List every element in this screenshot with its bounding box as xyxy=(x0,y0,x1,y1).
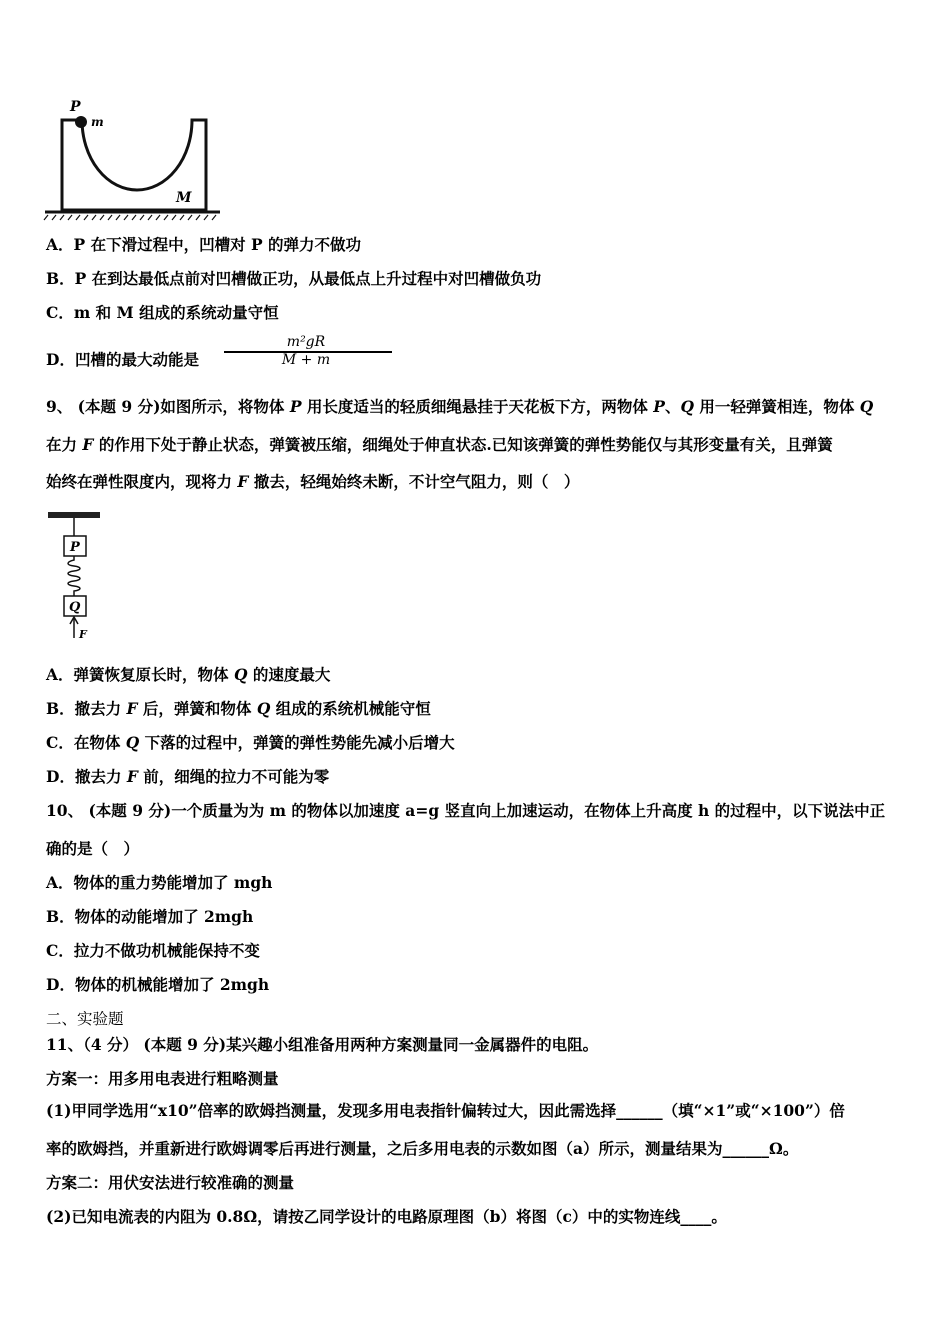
q8-option-d: D．凹槽的最大动能是 xyxy=(46,350,199,369)
trough-label-M: M xyxy=(176,190,192,206)
q11-scheme1: 方案一：用多用电表进行粗略测量 xyxy=(46,1069,279,1088)
q11-part1-line2: 率的欧姆挡，并重新进行欧姆调零后再进行测量，之后多用电表的示数如图（a）所示，测量结果为______Ω。 xyxy=(46,1139,799,1158)
trough-figure xyxy=(40,92,225,224)
section-heading: 二、实验题 xyxy=(46,1010,124,1028)
q9-stem-line3: 始终在弹性限度内，现将力 F 撤去，轻绳始终未断，不计空气阻力，则（ ） xyxy=(46,472,580,491)
q10-option-c: C．拉力不做功机械能保持不变 xyxy=(46,941,260,960)
q9-option-c: C．在物体 Q 下落的过程中，弹簧的弹性势能先减小后增大 xyxy=(46,733,455,752)
trough-label-p: P xyxy=(70,99,81,115)
spring-figure xyxy=(46,508,106,644)
q10-option-b: B．物体的动能增加了 2mgh xyxy=(46,907,254,926)
q10-stem-line1: 10、 (本题 9 分)一个质量为为 m 的物体以加速度 a=g 竖直向上加速运动，在物体上升高度 h 的过程中，以下说法中正 xyxy=(46,801,886,820)
q11-stem: 11、（4 分） (本题 9 分)某兴趣小组准备用两种方案测量同一金属器件的电阻。 xyxy=(46,1035,599,1054)
q9-stem-line2: 在力 F 的作用下处于静止状态，弹簧被压缩，细绳处于伸直状态.已知该弹簧的弹性势能仅与其形变量有关，且弹簧 xyxy=(46,435,833,454)
trough-label-m: m xyxy=(91,115,104,129)
q9-stem-line1: 9、 (本题 9 分)如图所示，将物体 P 用长度适当的轻质细绳悬挂于天花板下方，两物体 P、Q 用一轻弹簧相连，物体 Q xyxy=(46,397,874,416)
q10-option-a: A．物体的重力势能增加了 mgh xyxy=(46,873,273,892)
q8-option-b: B．P 在到达最低点前对凹槽做正功，从最低点上升过程中对凹槽做负功 xyxy=(46,269,542,288)
fig-label-p: P xyxy=(70,540,80,555)
q11-scheme2: 方案二：用伏安法进行较准确的测量 xyxy=(46,1173,295,1192)
fig-label-f: F xyxy=(79,628,87,641)
fig-label-q: Q xyxy=(69,600,81,615)
q10-option-d: D．物体的机械能增加了 2mgh xyxy=(46,975,270,994)
fraction-denominator: M + m xyxy=(281,352,331,368)
q11-part2-line1: (2)已知电流表的内阻为 0.8Ω，请按乙同学设计的电路原理图（b）将图（c）中的实物连线____。 xyxy=(46,1207,727,1226)
fraction-numerator: m²gR xyxy=(286,334,326,350)
q8-option-d-fraction xyxy=(218,336,394,366)
q8-option-c: C．m 和 M 组成的系统动量守恒 xyxy=(46,303,279,322)
q9-option-a: A．弹簧恢复原长时，物体 Q 的速度最大 xyxy=(46,665,331,684)
q11-part1-line1: (1)甲同学选用“x10”倍率的欧姆挡测量，发现多用电表指针偏转过大，因此需选择______（填“×1”或“×100”）倍 xyxy=(46,1101,845,1120)
q9-option-d: D．撤去力 F 前，细绳的拉力不可能为零 xyxy=(46,767,330,786)
q8-option-a: A．P 在下滑过程中，凹槽对 P 的弹力不做功 xyxy=(46,235,362,254)
q10-stem-line2: 确的是（ ） xyxy=(46,839,140,858)
q9-option-b: B．撤去力 F 后，弹簧和物体 Q 组成的系统机械能守恒 xyxy=(46,699,431,718)
